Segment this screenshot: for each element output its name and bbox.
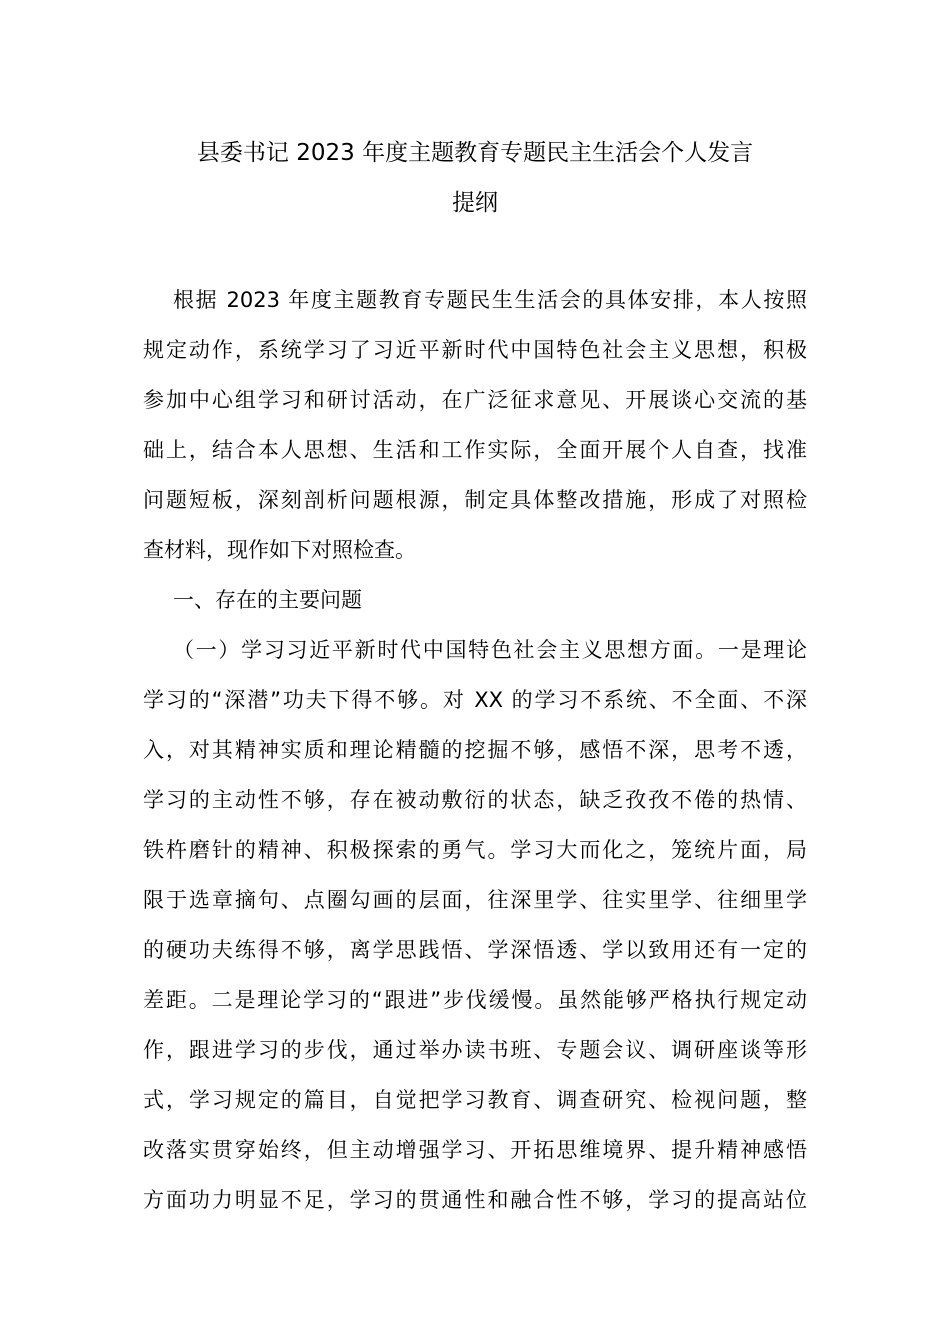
paragraph-study [143,625,807,1225]
paragraph-line: 限于选章摘句、点圈勾画的层面，往深里学、往实里学、往细里学 [143,888,807,912]
paragraph-line: 改落实贯穿始终，但主动增强学习、开拓思维境界、提升精神感悟 [143,1138,807,1162]
title-line-2: 提纲 [452,190,498,216]
title-line-1: 县委书记 2023 年度主题教育专题民主生活会个人发言 [196,140,754,166]
section-heading-line: 一、存在的主要问题 [173,588,362,612]
paragraph-line: 学习的“深潜”功夫下得不够。对 XX 的学习不系统、不全面、不深 [143,688,807,712]
paragraph-line: 方面功力明显不足，学习的贯通性和融合性不够，学习的提高站位 [143,1188,807,1212]
paragraph-line: 铁杵磨针的精神、积极探索的勇气。学习大而化之，笼统片面，局 [143,838,807,862]
document-body [143,275,807,1225]
paragraph-line: 规定动作，系统学习了习近平新时代中国特色社会主义思想，积极 [143,338,807,362]
document-title [143,128,807,228]
paragraph-line: 参加中心组学习和研讨活动，在广泛征求意见、开展谈心交流的基 [143,388,807,412]
section-heading [143,575,807,625]
paragraph-line: 查材料，现作如下对照检查。 [143,538,416,562]
paragraph-line: 问题短板，深刻剖析问题根源，制定具体整改措施，形成了对照检 [143,488,807,512]
paragraph-line: 入，对其精神实质和理论精髓的挖掘不够，感悟不深，思考不透， [143,738,807,762]
paragraph-line: （一）学习习近平新时代中国特色社会主义思想方面。一是理论 [173,638,807,662]
paragraph-intro [143,275,807,575]
paragraph-line: 差距。二是理论学习的“跟进”步伐缓慢。虽然能够严格执行规定动 [143,988,807,1012]
paragraph-line: 础上，结合本人思想、生活和工作实际，全面开展个人自查，找准 [143,438,807,462]
paragraph-line: 根据 2023 年度主题教育专题民生生活会的具体安排，本人按照 [173,288,807,312]
paragraph-line: 作，跟进学习的步伐，通过举办读书班、专题会议、调研座谈等形 [143,1038,807,1062]
paragraph-line: 学习的主动性不够，存在被动敷衍的状态，缺乏孜孜不倦的热情、 [143,788,807,812]
paragraph-line: 式，学习规定的篇目，自觉把学习教育、调查研究、检视问题，整 [143,1088,807,1112]
paragraph-line: 的硬功夫练得不够，离学思践悟、学深悟透、学以致用还有一定的 [143,938,807,962]
